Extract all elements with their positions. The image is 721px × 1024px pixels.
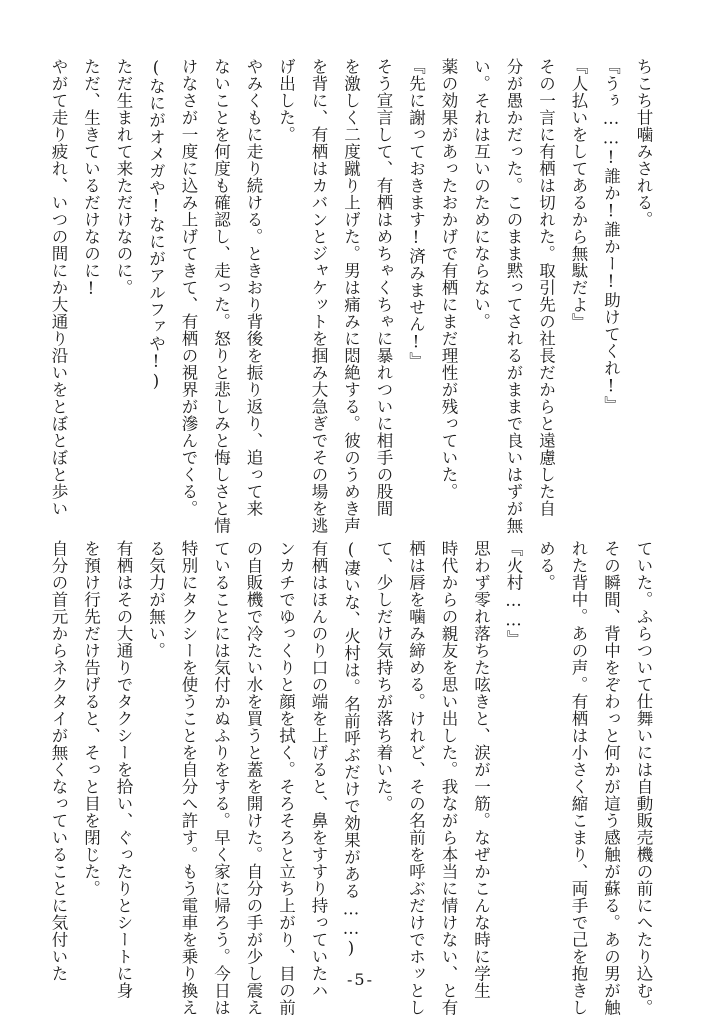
text-line: の自販機で冷たい水を買うと蓋を開けた。自分の手が少し震え — [244, 540, 263, 1016]
text-line: 分が愚かだった。このまま黙ってされるがままで良いはずが無 — [504, 58, 523, 534]
text-line: 特別にタクシーを使うことを自分へ許す。もう電車を乗り換え — [179, 540, 198, 1016]
text-line: ないことを何度も確認し、走った。怒りと悲しみと悔しさと情 — [211, 58, 231, 534]
text-line: ンカチでゆっくりと顔を拭く。そろそろと立ち上がり、目の前 — [276, 540, 296, 1016]
text-line: 『火村……』 — [504, 540, 523, 647]
text-line: を預け行先だけ告げると、そっと目を閉じた。 — [81, 540, 101, 897]
text-line: 栖は唇を噛み締める。けれど、その名前を呼ぶだけでホッとし — [406, 540, 426, 1016]
text-line: める。 — [536, 540, 556, 591]
text-line: ただ生まれて来ただけなのに。 — [114, 58, 133, 296]
text-line: て、少しだけ気持ちが落ち着いた。 — [374, 540, 393, 812]
text-line: 有栖はほんのり口の端を上げると、鼻をすすり持っていたハ — [309, 540, 328, 999]
text-line: 薬の効果があったおかげで有栖にまだ理性が残っていた。 — [439, 58, 458, 500]
text-line: 『先に謝っておきます!済みません!』 — [406, 58, 426, 369]
text-line: (なにがオメガや!なにがアルファや!) — [146, 58, 166, 391]
lower-text-block — [49, 540, 659, 1016]
text-line: を背に、有栖はカバンとジャケットを掴み大急ぎでその場を逃 — [309, 58, 328, 534]
text-line: やみくもに走り続ける。ときおり背後を振り返り、追って来 — [244, 58, 263, 517]
text-line: その一言に有栖は切れた。取引先の社長だからと遠慮した自 — [536, 58, 556, 517]
text-line: れた背中。あの声。有栖は小さく縮こまり、両手で己を抱きし — [569, 540, 588, 1016]
text-line: げ出した。 — [276, 58, 296, 143]
text-line: ていることには気付かぬふりをする。早く家に帰ろう。今日は — [211, 540, 231, 1016]
text-line: けなさが一度に込み上げてきて、有栖の視界が滲んでくる。 — [179, 58, 198, 517]
text-line: い。それは互いのためにならない。 — [471, 58, 491, 330]
text-line: そう宣言して、有栖はめちゃくちゃに暴れついに相手の股間 — [374, 58, 393, 517]
text-line: その瞬間、背中をぞわっと何かが這う感触が蘇る。あの男が触 — [601, 540, 621, 1016]
text-line: を激しく二度蹴り上げた。男は痛みに悶絶する。彼のうめき声 — [341, 58, 361, 534]
text-line: 自分の首元からネクタイが無くなっていることに気付いた — [49, 540, 68, 982]
upper-text-block — [49, 58, 659, 534]
text-line: やがて走り疲れ、いつの間にか大通り沿いをとぼとぼと歩い — [49, 58, 68, 517]
text-line: 時代からの親友を思い出した。我ながら本当に情けない、と有 — [439, 540, 458, 1016]
text-line: る気力が無い。 — [146, 540, 166, 659]
text-line: (凄いな、火村は。名前呼ぶだけで効果がある……) — [341, 540, 361, 958]
text-line: ていた。ふらついて仕舞いには自動販売機の前にへたり込む。 — [634, 540, 653, 1016]
text-line: 思わず零れ落ちた呟きと、涙が一筋。なぜかこんな時に学生 — [471, 540, 491, 999]
page-number: -5- — [347, 970, 374, 989]
text-line: ただ、生きているだけなのに! — [81, 58, 101, 299]
text-line: ちこち甘噛みされる。 — [634, 58, 653, 228]
text-line: 有栖はその大通りでタクシーを拾い、ぐったりとシートに身 — [114, 540, 133, 999]
text-line: 『うぅ……!誰か!誰かー!助けてくれ!』 — [601, 58, 621, 413]
text-line: 『人払いをしてあるから無駄だよ』 — [569, 58, 588, 330]
